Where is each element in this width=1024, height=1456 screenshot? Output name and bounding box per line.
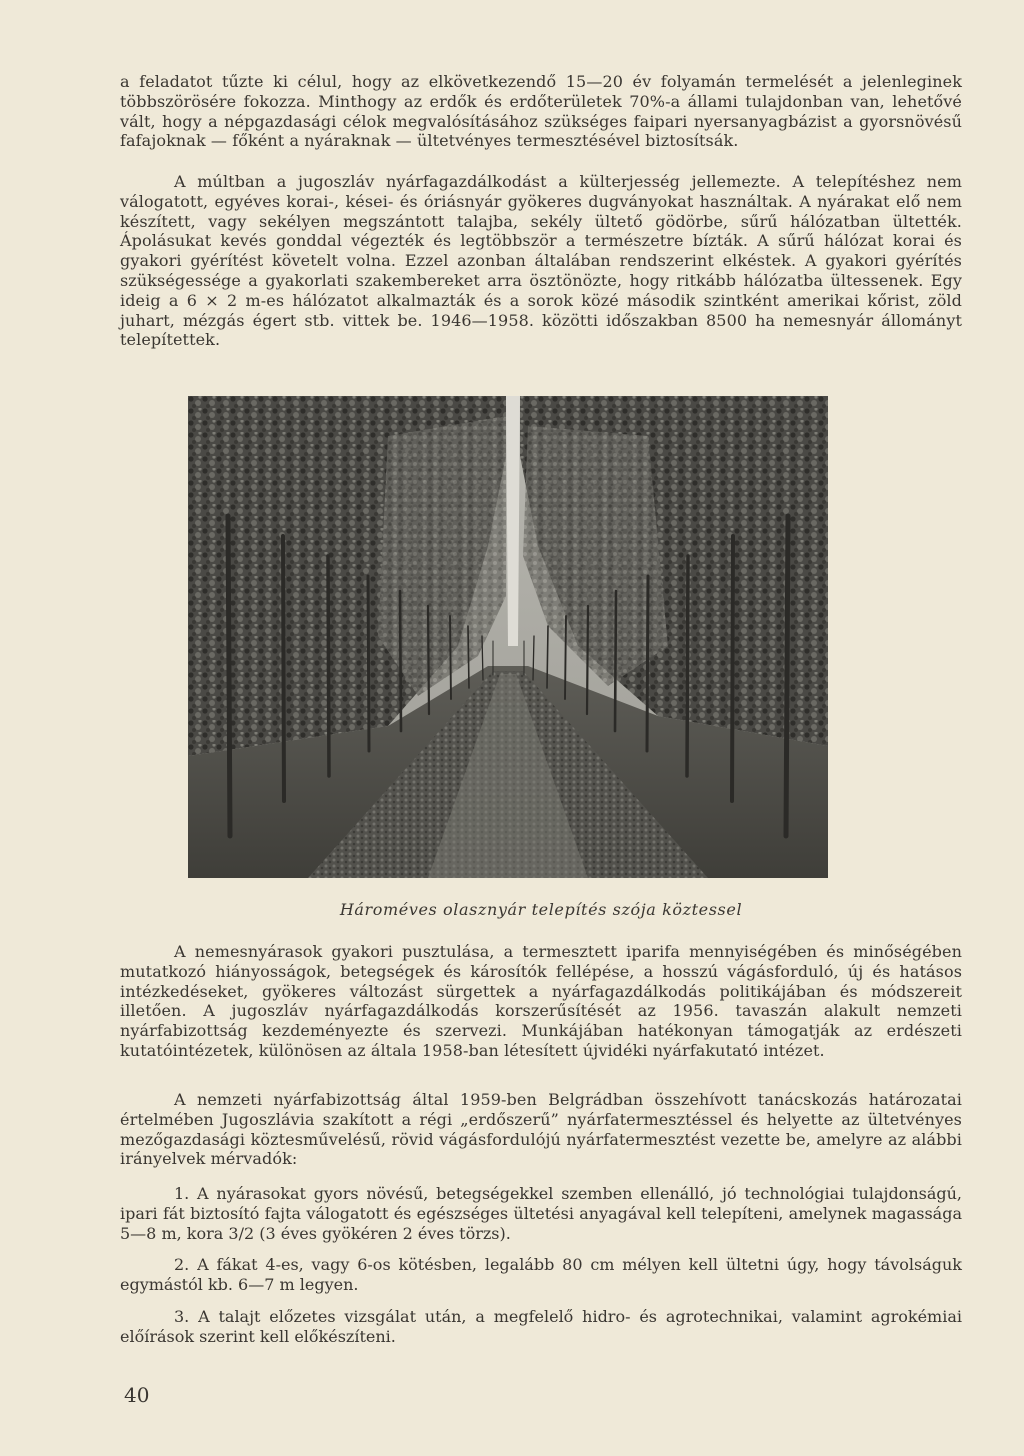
photo-caption: Hároméves olasznyár telepítés szója köztessel [339, 900, 743, 919]
poplar-plantation-photo [188, 396, 828, 878]
paragraph-intro: a feladatot tűzte ki célul, hogy az elkövetkezendő 15—20 év folyamán termelését a jelenleginek többszörösére fokozza. Minthogy az erdők és erdőterületek 70%-a állami tulajdonban van, lehetővé vált, hogy a népgazdasági célok megvalósításához szükséges faipari nyersanyagbázist a gyorsnövésű fafajoknak — főként a nyáraknak — ültetvényes termesztésével biztosítsák. [120, 72, 962, 151]
guidelines-list [120, 1184, 962, 1359]
page-number: 40 [124, 1383, 150, 1407]
paragraph-history: A múltban a jugoszláv nyárfagazdálkodást a külterjesség jellemezte. A telepítéshez nem válogatott, egyéves korai-, kései- és óriásnyár gyökeres dugványokat használtak. A nyárakat elő nem készített, vagy sekélyen megszántott talajba, sekély ültető gödörbe, sűrű hálózatban ültették. Ápolásukat kevés gonddal végezték és legtöbbször a természetre bízták. A sűrű hálózat korai és gyakori gyérítést követelt volna. Ezzel azonban általában rendszerint elkéstek. A gyakori gyérítés szükségessége a gyakorlati szakembereket arra ösztönözte, hogy ritkább hálózatba ültessenek. Egy ideig a 6 × 2 m-es hálózatot alkalmazták és a sorok közé második szintként amerikai kőrist, zöld juhart, mézgás égert stb. vittek be. 1946—1958. közötti időszakban 8500 ha nemesnyár állományt telepítettek. [120, 172, 962, 350]
list-item: 1. A nyárasokat gyors növésű, betegségekkel szemben ellenálló, jó technológiai tulajdonságú, ipari fát biztosító fajta válogatott és egészséges ültetési anyagával kell telepíteni, amelynek magassága 5—8 m, kora 3/2 (3 éves gyökéren 2 éves törzs). [120, 1184, 962, 1243]
paragraph-modernization: A nemesnyárasok gyakori pusztulása, a termesztett iparifa mennyiségében és minőségében mutatkozó hiányosságok, betegségek és károsítók fellépése, a hosszú vágásforduló, új és hatásos intézkedéseket, gyökeres változást sürgettek a nyárfagazdálkodás politikájában és módszereit illetően. A jugoszláv nyárfagazdálkodás korszerűsítését az 1956. tavaszán alakult nemzeti nyárfabizottság kezdeményezte és szervezi. Munkájában hatékonyan támogatják az erdészeti kutatóintézetek, különösen az általa 1958-ban létesített újvidéki nyárfakutató intézet. [120, 942, 962, 1060]
photo-illustration [188, 396, 828, 878]
list-item: 3. A talajt előzetes vizsgálat után, a megfelelő hidro- és agrotechnikai, valamint agrokémiai előírások szerint kell előkészíteni. [120, 1306, 962, 1346]
paragraph-guidelines-intro: A nemzeti nyárfabizottság által 1959-ben Belgrádban összehívott tanácskozás határozatai értelmében Jugoszlávia szakított a régi „erdőszerű” nyárfatermesztéssel és helyette az ültetvényes mezőgazdasági köztesművelésű, rövid vágásfordulójú nyárfatermesztést vezette be, amelyre az alábbi irányelvek mérvadók: [120, 1090, 962, 1169]
list-item: 2. A fákat 4-es, vagy 6-os kötésben, legalább 80 cm mélyen kell ültetni úgy, hogy távolságuk egymástól kb. 6—7 m legyen. [120, 1255, 962, 1295]
